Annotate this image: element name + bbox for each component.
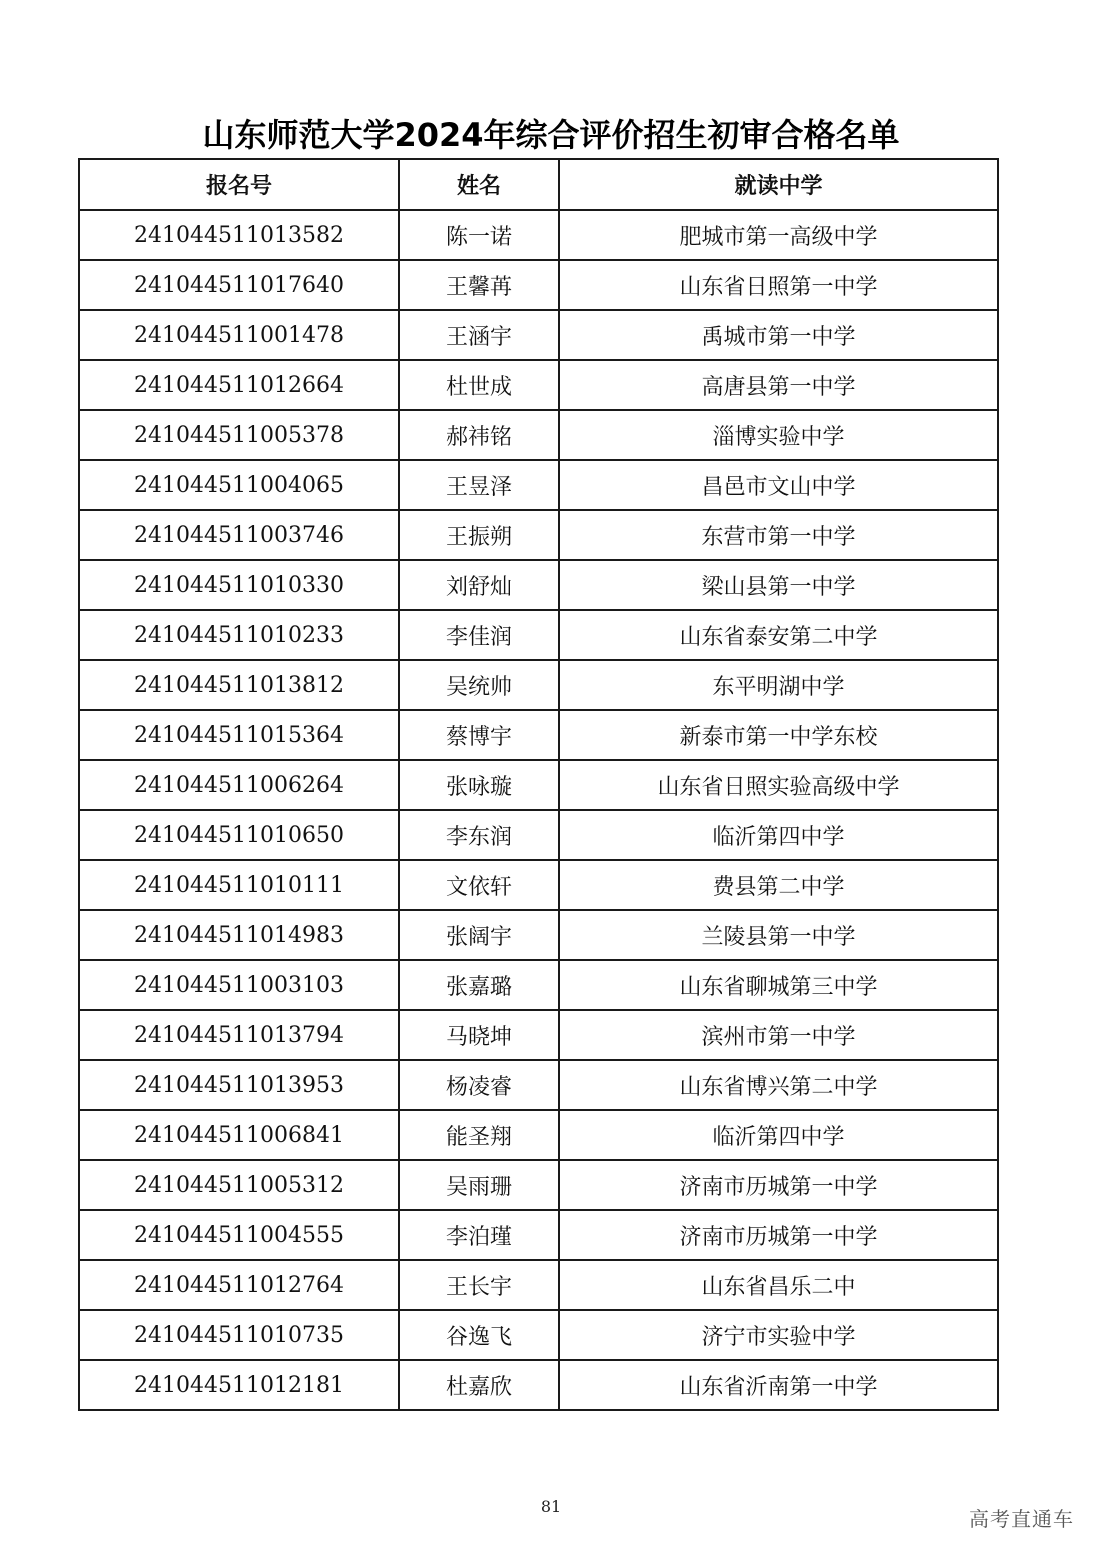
cell-name: 张阔宇: [399, 910, 559, 960]
cell-school: 高唐县第一中学: [559, 360, 998, 410]
cell-school: 临沂第四中学: [559, 1110, 998, 1160]
cell-registration-number: 241044511005312: [79, 1160, 399, 1210]
header-school: 就读中学: [559, 159, 998, 210]
cell-school: 滨州市第一中学: [559, 1010, 998, 1060]
cell-name: 杜嘉欣: [399, 1360, 559, 1410]
cell-name: 张咏璇: [399, 760, 559, 810]
cell-name: 王振朔: [399, 510, 559, 560]
cell-name: 李佳润: [399, 610, 559, 660]
cell-school: 山东省博兴第二中学: [559, 1060, 998, 1110]
table-row: [79, 910, 998, 960]
cell-name: 李东润: [399, 810, 559, 860]
cell-name: 能圣翔: [399, 1110, 559, 1160]
cell-school: 昌邑市文山中学: [559, 460, 998, 510]
cell-name: 蔡博宇: [399, 710, 559, 760]
cell-registration-number: 241044511004555: [79, 1210, 399, 1260]
cell-school: 济南市历城第一中学: [559, 1160, 998, 1210]
cell-name: 杨凌睿: [399, 1060, 559, 1110]
table-row: [79, 1110, 998, 1160]
cell-registration-number: 241044511013794: [79, 1010, 399, 1060]
cell-name: 刘舒灿: [399, 560, 559, 610]
table-body: [79, 210, 998, 1410]
table-row: [79, 560, 998, 610]
cell-registration-number: 241044511013812: [79, 660, 399, 710]
cell-registration-number: 241044511005378: [79, 410, 399, 460]
cell-registration-number: 241044511013953: [79, 1060, 399, 1110]
cell-name: 郝祎铭: [399, 410, 559, 460]
cell-registration-number: 241044511012764: [79, 1260, 399, 1310]
cell-school: 费县第二中学: [559, 860, 998, 910]
cell-registration-number: 241044511013582: [79, 210, 399, 260]
cell-school: 山东省日照实验高级中学: [559, 760, 998, 810]
header-registration-number: 报名号: [79, 159, 399, 210]
cell-registration-number: 241044511012181: [79, 1360, 399, 1410]
cell-school: 禹城市第一中学: [559, 310, 998, 360]
cell-registration-number: 241044511014983: [79, 910, 399, 960]
cell-school: 肥城市第一高级中学: [559, 210, 998, 260]
table-row: [79, 310, 998, 360]
cell-school: 东平明湖中学: [559, 660, 998, 710]
cell-school: 山东省泰安第二中学: [559, 610, 998, 660]
table-row: [79, 260, 998, 310]
cell-school: 山东省日照第一中学: [559, 260, 998, 310]
table-row: [79, 1310, 998, 1360]
cell-school: 山东省昌乐二中: [559, 1260, 998, 1310]
cell-name: 王涵宇: [399, 310, 559, 360]
table-row: [79, 710, 998, 760]
cell-name: 张嘉璐: [399, 960, 559, 1010]
cell-registration-number: 241044511006841: [79, 1110, 399, 1160]
cell-registration-number: 241044511010330: [79, 560, 399, 610]
cell-registration-number: 241044511010650: [79, 810, 399, 860]
page-number: 81: [540, 1497, 562, 1516]
cell-school: 东营市第一中学: [559, 510, 998, 560]
cell-name: 马晓坤: [399, 1010, 559, 1060]
cell-name: 杜世成: [399, 360, 559, 410]
cell-school: 临沂第四中学: [559, 810, 998, 860]
cell-registration-number: 241044511010111: [79, 860, 399, 910]
cell-school: 山东省沂南第一中学: [559, 1360, 998, 1410]
cell-school: 梁山县第一中学: [559, 560, 998, 610]
table-row: [79, 1010, 998, 1060]
table-row: [79, 210, 998, 260]
header-name: 姓名: [399, 159, 559, 210]
table-header-row: [79, 159, 998, 210]
cell-registration-number: 241044511017640: [79, 260, 399, 310]
cell-registration-number: 241044511015364: [79, 710, 399, 760]
table-row: [79, 460, 998, 510]
cell-registration-number: 241044511004065: [79, 460, 399, 510]
table-row: [79, 610, 998, 660]
table-row: [79, 410, 998, 460]
cell-school: 兰陵县第一中学: [559, 910, 998, 960]
watermark: 高考直通车: [969, 1507, 1074, 1531]
table-row: [79, 360, 998, 410]
cell-name: 王长宇: [399, 1260, 559, 1310]
cell-registration-number: 241044511010233: [79, 610, 399, 660]
admission-list-table: [78, 158, 999, 1411]
cell-registration-number: 241044511003746: [79, 510, 399, 560]
cell-school: 山东省聊城第三中学: [559, 960, 998, 1010]
cell-name: 吴雨珊: [399, 1160, 559, 1210]
cell-registration-number: 241044511006264: [79, 760, 399, 810]
table-row: [79, 660, 998, 710]
cell-registration-number: 241044511010735: [79, 1310, 399, 1360]
table-row: [79, 960, 998, 1010]
cell-school: 济宁市实验中学: [559, 1310, 998, 1360]
table-row: [79, 510, 998, 560]
cell-name: 王馨苒: [399, 260, 559, 310]
cell-name: 谷逸飞: [399, 1310, 559, 1360]
cell-name: 李泊瑾: [399, 1210, 559, 1260]
table-row: [79, 810, 998, 860]
table-row: [79, 1160, 998, 1210]
cell-school: 济南市历城第一中学: [559, 1210, 998, 1260]
cell-school: 新泰市第一中学东校: [559, 710, 998, 760]
cell-registration-number: 241044511003103: [79, 960, 399, 1010]
table-row: [79, 860, 998, 910]
cell-registration-number: 241044511001478: [79, 310, 399, 360]
page-title: 山东师范大学2024年综合评价招生初审合格名单: [202, 116, 900, 154]
table-row: [79, 1060, 998, 1110]
table-row: [79, 1360, 998, 1410]
cell-school: 淄博实验中学: [559, 410, 998, 460]
cell-name: 文依轩: [399, 860, 559, 910]
table-row: [79, 1260, 998, 1310]
table-row: [79, 1210, 998, 1260]
cell-name: 陈一诺: [399, 210, 559, 260]
table-row: [79, 760, 998, 810]
cell-name: 王昱泽: [399, 460, 559, 510]
cell-name: 吴统帅: [399, 660, 559, 710]
cell-registration-number: 241044511012664: [79, 360, 399, 410]
